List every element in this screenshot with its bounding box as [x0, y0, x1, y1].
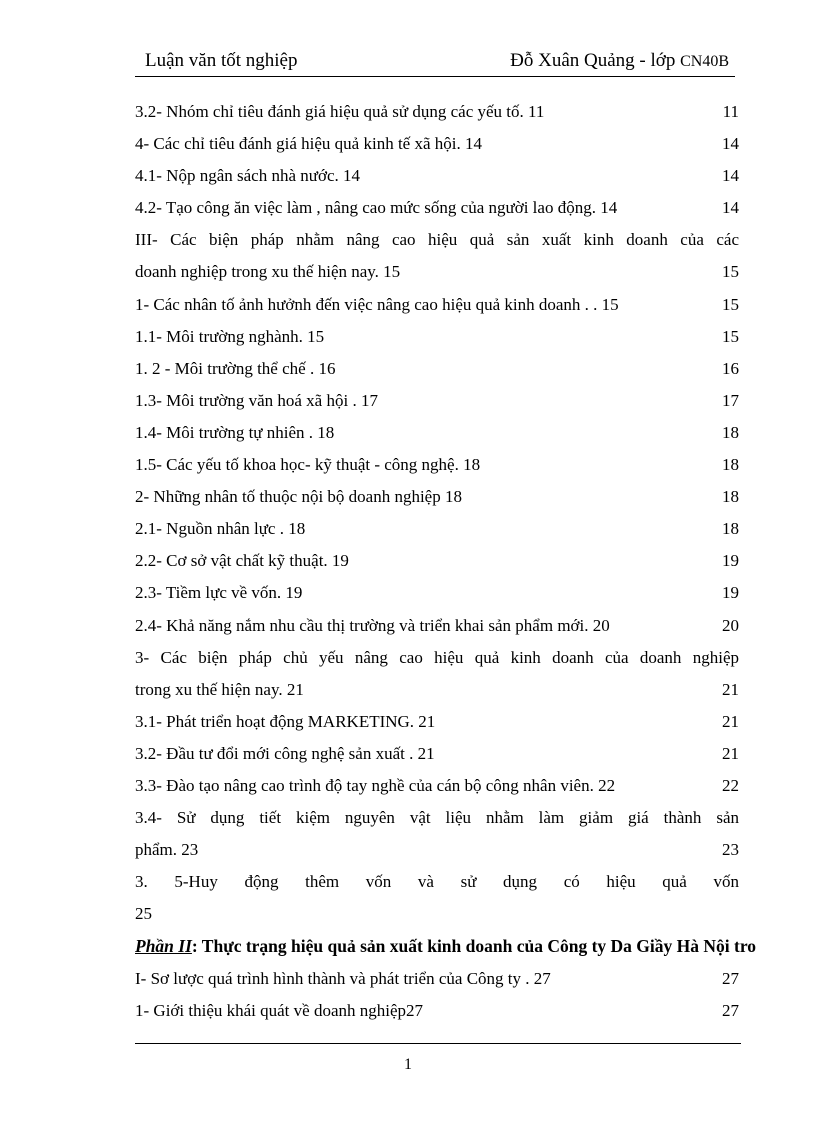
toc-entry-page: 15 — [722, 262, 739, 282]
page-header — [135, 44, 735, 77]
toc-entry-page: 19 — [722, 551, 739, 571]
toc-entry-text: 3.2- Đầu tư đổi mới công nghệ sản xuất . 21 — [135, 743, 435, 763]
toc-entry-page: 27 — [722, 1000, 739, 1020]
toc-entry-page: 17 — [722, 390, 739, 410]
toc-entry-text: III- Các biện pháp nhằm nâng cao hiệu quả sản xuất kinh doanh của các — [135, 230, 739, 250]
toc-part-label: Phần II — [135, 936, 192, 957]
toc-entry-page: 18 — [722, 487, 739, 507]
toc-entry — [135, 256, 739, 288]
toc-entry-page: 19 — [722, 583, 739, 603]
toc-entry-page: 15 — [722, 326, 739, 346]
toc-entry — [135, 160, 739, 192]
toc-entry-page: 14 — [722, 198, 739, 218]
toc-entry-page: 21 — [722, 743, 739, 763]
toc-entry-text: 1.3- Môi trường văn hoá xã hội . 17 — [135, 390, 378, 410]
toc-entry — [135, 834, 739, 866]
page-number: 1 — [404, 1056, 412, 1073]
toc-entry — [135, 802, 739, 834]
toc-part-title: : Thực trạng hiệu quả sản xuất kinh doanh của Công ty Da Giầy Hà Nội tro — [191, 936, 757, 957]
header-thesis-label: Luận văn tốt nghiệp — [145, 50, 298, 71]
toc-entry-text: 2.2- Cơ sở vật chất kỹ thuật. 19 — [135, 551, 349, 571]
toc-part-text — [135, 930, 756, 962]
toc-entry — [135, 770, 739, 802]
toc-entry-text: 4.2- Tạo công ăn việc làm , nâng cao mức sống của người lao động. 14 — [135, 198, 618, 218]
toc-entry-text: 3.4- Sử dụng tiết kiệm nguyên vật liệu nhằm làm giảm giá thành sản — [135, 808, 739, 828]
toc-entry — [135, 481, 739, 513]
toc-entry-text: 4- Các chỉ tiêu đánh giá hiệu quả kinh tế xã hội. 14 — [135, 134, 482, 154]
toc-entry — [135, 385, 739, 417]
toc-entry-page: 21 — [722, 679, 739, 699]
toc-entry-text: 1.4- Môi trường tự nhiên . 18 — [135, 422, 335, 442]
toc-entry-page: 14 — [722, 166, 739, 186]
toc-entry-text: 25 — [135, 904, 152, 924]
toc-entry-page: 23 — [722, 840, 739, 860]
toc-entry-page: 21 — [722, 711, 739, 731]
toc-entry-text: 3. 5-Huy động thêm vốn và sử dụng có hiệu quả vốn — [135, 872, 739, 892]
toc-entry — [135, 513, 739, 545]
toc-entry-text: 1.5- Các yếu tố khoa học- kỹ thuật - công nghệ. 18 — [135, 455, 481, 475]
toc-entry — [135, 289, 739, 321]
toc-entry-text: 4.1- Nộp ngân sách nhà nước. 14 — [135, 166, 360, 186]
toc-entry — [135, 577, 739, 609]
toc-entry-text: 2.4- Khả năng nắm nhu cầu thị trường và triển khai sản phẩm mới. 20 — [135, 615, 610, 635]
toc-entry — [135, 674, 739, 706]
toc-entry-page: 18 — [722, 519, 739, 539]
toc-entry — [135, 898, 739, 930]
toc-entry — [135, 449, 739, 481]
toc-entry-page: 20 — [722, 615, 739, 635]
toc-entry-text: 3- Các biện pháp chủ yếu nâng cao hiệu quả kinh doanh của doanh nghiệp — [135, 647, 739, 667]
toc-entry-text: 3.1- Phát triển hoạt động MARKETING. 21 — [135, 711, 436, 731]
toc-entry — [135, 417, 739, 449]
toc-entry — [135, 192, 739, 224]
toc-entry — [135, 545, 739, 577]
toc-entry-text: trong xu thế hiện nay. 21 — [135, 679, 304, 699]
toc-entry-page: 27 — [722, 968, 739, 988]
toc-entry — [135, 866, 739, 898]
toc-entry-text: 3.3- Đào tạo nâng cao trình độ tay nghề của cán bộ công nhân viên. 22 — [135, 775, 616, 795]
footer-divider — [135, 1043, 741, 1044]
table-of-contents — [135, 96, 757, 1027]
toc-entry-text: 2.1- Nguồn nhân lực . 18 — [135, 519, 306, 539]
toc-entry — [135, 706, 739, 738]
toc-entry-text: doanh nghiệp trong xu thế hiện nay. 15 — [135, 262, 401, 282]
toc-entry — [135, 610, 739, 642]
toc-entry-text: I- Sơ lược quá trình hình thành và phát triển của Công ty . 27 — [135, 968, 551, 988]
toc-entry-text: 3.2- Nhóm chỉ tiêu đánh giá hiệu quả sử dụng các yếu tố. 11 — [135, 102, 545, 121]
toc-entry-text: 2- Những nhân tố thuộc nội bộ doanh nghiệp 18 — [135, 487, 462, 507]
toc-entry-text: 1.1- Môi trường nghành. 15 — [135, 326, 325, 346]
toc-entry — [135, 128, 739, 160]
toc-entry — [135, 995, 739, 1027]
toc-entry — [135, 963, 739, 995]
header-author-name: Đỗ Xuân Quảng - lớp — [510, 50, 676, 71]
toc-entry-page: 15 — [722, 294, 739, 314]
toc-entry-text: 1- Các nhân tố ảnh hưởnh đến việc nâng cao hiệu quả kinh doanh . . 15 — [135, 294, 619, 314]
toc-entry — [135, 224, 739, 256]
toc-entry — [135, 96, 739, 128]
toc-entry — [135, 738, 739, 770]
toc-entry-page: 18 — [722, 422, 739, 442]
toc-entry — [135, 353, 739, 385]
toc-entry-text: phẩm. 23 — [135, 840, 199, 860]
toc-entry-page: 11 — [722, 102, 739, 121]
toc-entry-text: 1. 2 - Môi trường thể chế . 16 — [135, 358, 336, 378]
toc-entry — [135, 642, 739, 674]
header-class: CN40B — [680, 53, 729, 70]
toc-entry-page: 16 — [722, 358, 739, 378]
toc-entry-page: 18 — [722, 455, 739, 475]
toc-entry-text: 1- Giới thiệu khái quát về doanh nghiệp27 — [135, 1000, 424, 1020]
header-author — [510, 50, 729, 72]
toc-entry-text: 2.3- Tiềm lực về vốn. 19 — [135, 583, 303, 603]
toc-entry — [135, 321, 739, 353]
toc-entry-page: 14 — [722, 134, 739, 154]
toc-entry-page: 22 — [722, 775, 739, 795]
toc-part-heading — [135, 930, 757, 962]
